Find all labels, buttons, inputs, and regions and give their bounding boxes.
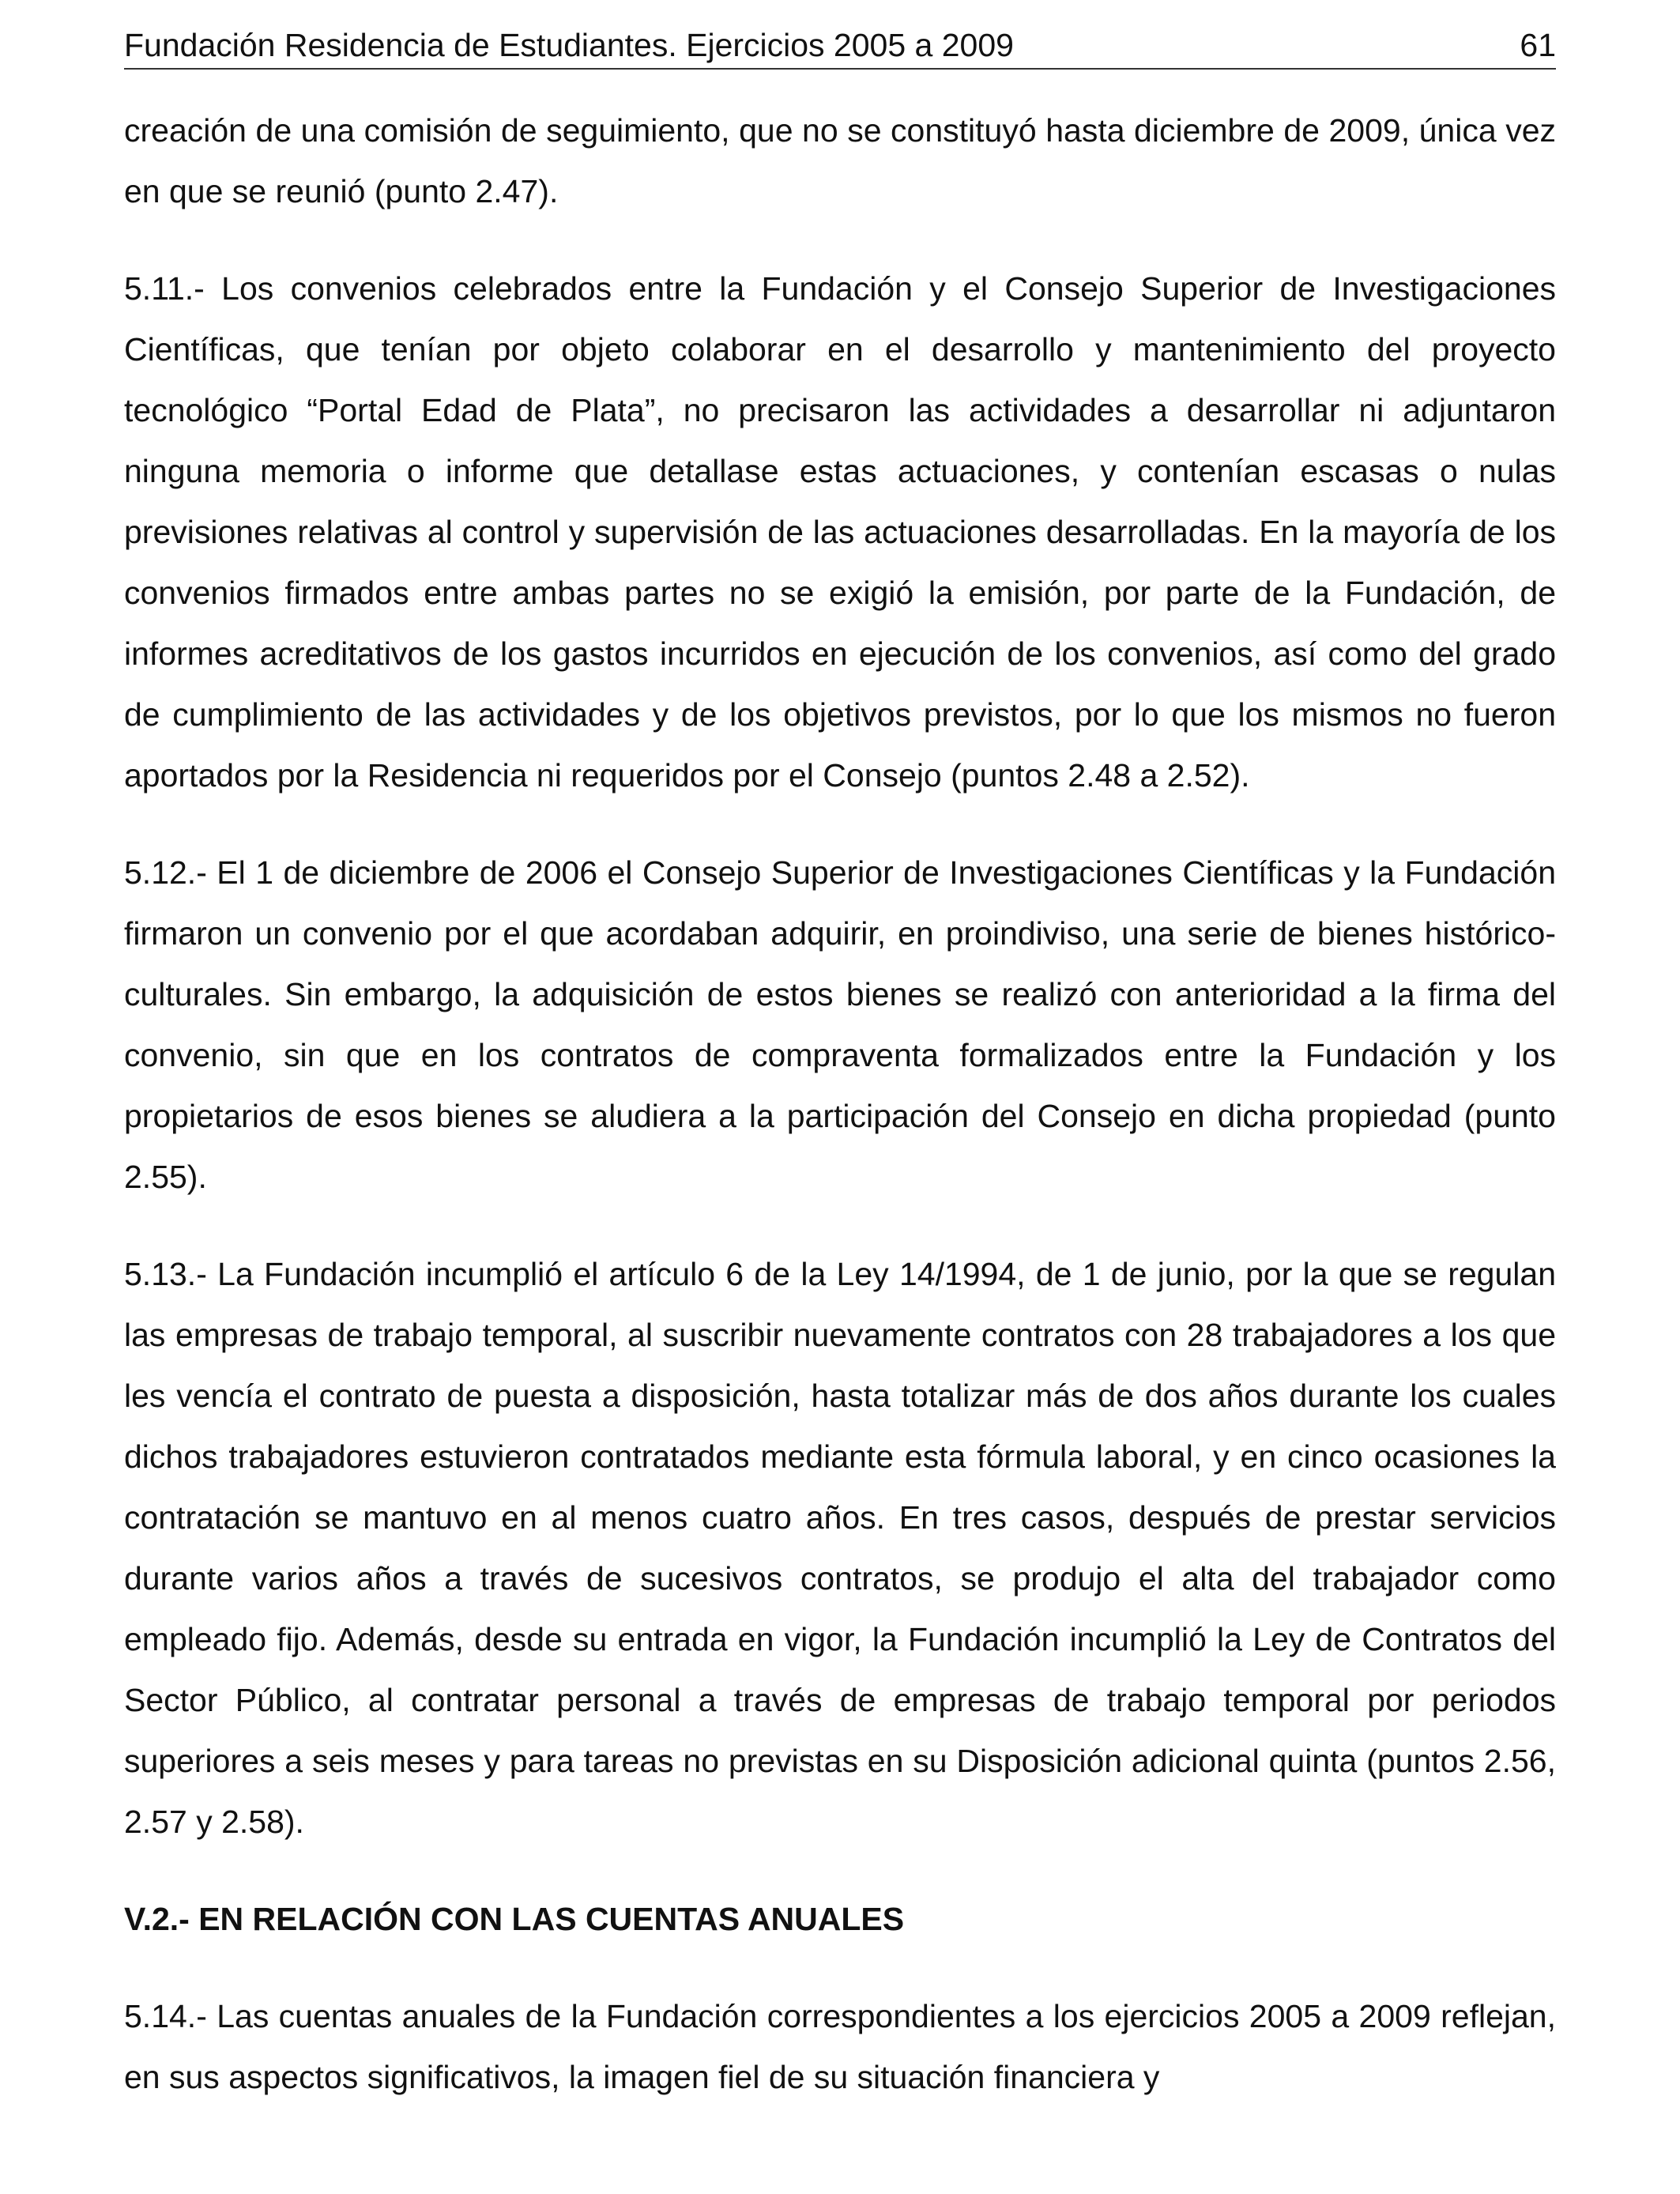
paragraph-5-12: 5.12.- El 1 de diciembre de 2006 el Consejo Superior de Investigaciones Científicas y la Fundación firmaron un convenio por el que acordaban adquirir, en proindiviso, una serie de bienes histórico-culturales. Sin embargo, la adquisición de estos bienes se realizó con anterioridad a la firma del convenio, sin que en los contratos de compraventa formalizados entre la Fundación y los propietarios de esos bienes se aludiera a la participación del Consejo en dicha propiedad (punto 2.55). bbox=[124, 854, 1556, 1195]
header-title: Fundación Residencia de Estudiantes. Ejercicios 2005 a 2009 bbox=[124, 27, 1014, 63]
page-number: 61 bbox=[1520, 27, 1556, 63]
section-heading: V.2.- EN RELACIÓN CON LAS CUENTAS ANUALES bbox=[124, 1901, 905, 1937]
paragraph-continuation: creación de una comisión de seguimiento, que no se constituyó hasta diciembre de 2009, única vez en que se reunió (punto 2.47). bbox=[124, 112, 1556, 209]
paragraph-5-11: 5.11.- Los convenios celebrados entre la Fundación y el Consejo Superior de Investigaciones Científicas, que tenían por objeto colaborar en el desarrollo y mantenimiento del proyecto tecnológico “Portal Edad de Plata”, no precisaron las actividades a desarrollar ni adjuntaron ninguna memoria o informe que detallase estas actuaciones, y contenían escasas o nulas previsiones relativas al control y supervisión de las actuaciones desarrolladas. En la mayoría de los convenios firmados entre ambas partes no se exigió la emisión, por parte de la Fundación, de informes acreditativos de los gastos incurridos en ejecución de los convenios, así como del grado de cumplimiento de las actividades y de los objetivos previstos, por lo que los mismos no fueron aportados por la Residencia ni requeridos por el Consejo (puntos 2.48 a 2.52). bbox=[124, 270, 1556, 794]
body-text bbox=[124, 100, 1556, 2144]
paragraph-5-14: 5.14.- Las cuentas anuales de la Fundación correspondientes a los ejercicios 2005 a 2009 reflejan, en sus aspectos significativos, la imagen fiel de su situación financiera y bbox=[124, 1998, 1556, 2095]
document-page bbox=[124, 0, 1556, 2194]
running-header bbox=[124, 22, 1556, 70]
paragraph-5-13: 5.13.- La Fundación incumplió el artículo 6 de la Ley 14/1994, de 1 de junio, por la que se regulan las empresas de trabajo temporal, al suscribir nuevamente contratos con 28 trabajadores a los que les vencía el contrato de puesta a disposición, hasta totalizar más de dos años durante los cuales dichos trabajadores estuvieron contratados mediante esta fórmula laboral, y en cinco ocasiones la contratación se mantuvo en al menos cuatro años. En tres casos, después de prestar servicios durante varios años a través de sucesivos contratos, se produjo el alta del trabajador como empleado fijo. Además, desde su entrada en vigor, la Fundación incumplió la Ley de Contratos del Sector Público, al contratar personal a través de empresas de trabajo temporal por periodos superiores a seis meses y para tareas no previstas en su Disposición adicional quinta (puntos 2.56, 2.57 y 2.58). bbox=[124, 1256, 1556, 1840]
